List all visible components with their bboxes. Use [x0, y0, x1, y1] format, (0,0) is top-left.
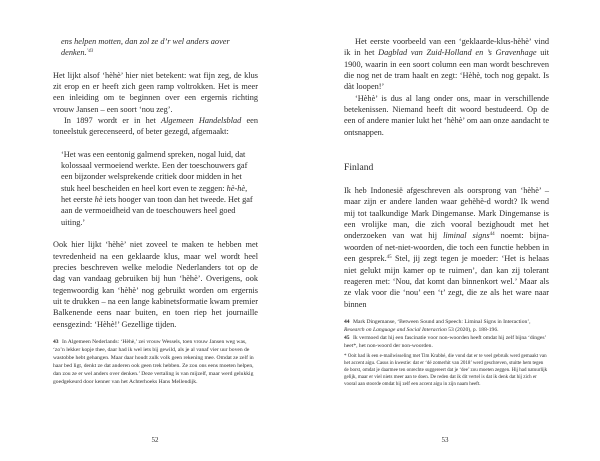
footnote-number: 43 — [53, 338, 59, 345]
paragraph — [344, 36, 549, 93]
text: Ik heb Indonesië afgeschreven als oorsprong van ‘hèhè’ – maar zijn er andere landen waar gehèhè-d wordt? Ik wend mij tot taalkundige Mark Dingemanse. Mark Dingemanse is een vrolijke man, die zich vooral bezighoudt met het onderzoeken van wat hij — [344, 186, 549, 241]
paragraph: Ook hier lijkt ‘hèhè’ niet zoveel te maken te hebben met tevredenheid na een geklaarde klus, maar wel wordt heel precies beschreven welke melodie Nederlanders tot op de dag van vandaag gebruiken bij hun ‘hèhè’. Overigens, ook tegenwoordig kan ‘hèhè’ nog gebruikt worden om ergernis uit te drukken – na een lange kabinetsformatie kwam premier Balkenende eens naar buiten, en toen riep het journaille eensgezind: ‘Hèhè!’ Gezellige tijden. — [53, 240, 258, 329]
footnote-text: In Algemeen Nederlands: ‘Hèhè,’ zei vrouw Wessels, toen vrouw Jansen weg was, ‘zo’n lekker kopje thee, daar had ik wel iets bij gewild, als je al vanaf vier uur boven de wastobbe hebt gehangen. Maar daar houdt zulk volk geen rekening mee. Omdat ze zelf in haar bed ligt, denkt ze dat anderen ook geen trek hebben. Ze zou ons eens moeten helpen, dan zou ze er wel anders over denken.’ Deze vertaling is van mijzelf, maar werd gelukkig goedgekeurd door kenner van het Achterhoeks Hans Mellendijk. — [53, 338, 254, 385]
text: , het eerste — [61, 183, 248, 205]
footnote-ref-43[interactable]: ’43 — [86, 49, 94, 55]
paragraph — [53, 115, 258, 138]
footnote-45 — [344, 334, 549, 350]
italic-text: hè — [94, 195, 103, 205]
paragraph: Het lijkt alsof ‘hèhè’ hier niet betekent: wat fijn zeg, de klus zit erop en er heeft zich geen ramp voltrokken. Het is meer een inleiding om te beginnen over een ergernis richting vrouw Jansen – een soort ‘nou zeg’. — [53, 70, 258, 114]
text: Het eerste voorbeeld van een ‘geklaarde-klus-hèhè’ vind ik in het — [344, 37, 549, 58]
page-number: 52 — [151, 436, 159, 444]
right-page — [300, 0, 600, 461]
footnotes — [53, 338, 258, 386]
footnote-ref-44[interactable]: 44 — [489, 232, 495, 238]
italic-text: hè-hè — [226, 183, 246, 193]
text: iets hooger van toon dan het tweede. Het gaf aan de vermoeidheid van de toeschouwers heel goed uiting.’ — [61, 195, 253, 227]
quote-continuation-text: ens helpen motten, dan zol ze d’r wel anders aover denken. — [61, 37, 230, 58]
text: een toneelstuk gerecenseerd, of beter gezegd, afgemaakt: — [53, 116, 258, 137]
text: noemt: bijna-woorden of net-niet-woorden, die toch een functie hebben in een gesprek. — [344, 231, 549, 264]
newspaper-title: Dagblad van Zuid-Holland en ’s Gravenhage — [378, 48, 537, 58]
quote-continuation — [53, 36, 258, 59]
text: Stel, jij zegt tegen je moeder: ‘Het is helaas niet gelukt mijn kamer op te ruimen’, dan kan zij tolerant reageren met: ‘Nou, dat komt dan binnenkort wel.’ Maar als ze vlak voor die ‘nou’ een ‘t’ zegt, die ze als het ware naar binnen — [344, 254, 550, 309]
italic-term: liminal signs — [443, 231, 490, 241]
right-body-text — [344, 36, 549, 310]
footnote-44 — [344, 318, 549, 334]
paragraph: ‘Hèhè’ is dus al lang onder ons, maar in verschillende betekenissen. Niemand heeft dit woord bestudeerd. Op de een of andere manier lukt het ‘hèhè’ om aan onze aandacht te ontsnappen. — [344, 93, 549, 137]
footnote-number: 45 — [344, 334, 350, 341]
footnote-text: Ik vermoed dat hij een fascinatie voor non-woorden heeft omdat hij zelf bijna ‘dinges’ heet*, het non-woord der non-woorden. — [344, 334, 546, 349]
page-number: 53 — [441, 436, 449, 444]
journal-title: Research on Language and Social Interaction — [344, 326, 447, 333]
footnote-43 — [53, 338, 258, 386]
footnote-ref-45[interactable]: 45 — [386, 255, 392, 261]
asterisk-note: * Ooit had ik een e-mailwisseling met Tim Krabbé, die vond dat er te veel gebruik werd gemaakt van het accent aigu. Casus in kwestie: dat er ‘dé zomerhit van 2018’ werd geschreven, stuitte hem tegen de borst, omdat je daarmee ten onrechte suggereert dat je ‘dee’ zou moeten zeggen. Hij had natuurlijk gelijk, maar er viel niets meer aan te doen. De reden dat ik dit vertel is dat ik denk dat hij zich er vooral aan stoorde omdat hij zelf een accent aigu in zijn naam heeft. — [344, 353, 548, 387]
footnote-text: Mark Dingemanse, ‘Between Sound and Speech: Liminal Signs in Interaction’, — [353, 318, 531, 325]
section-heading: Finland — [344, 162, 374, 174]
left-body-text — [53, 36, 258, 330]
text: In 1897 wordt er in het — [64, 116, 161, 126]
text: ‘Het was een eentonig galmend spreken, nogal luid, dat kolossaal vermoeiend werkte. Een der toeschouwers gaf een bijzonder welsprekende critiek door midden in het stuk heel bescheiden en heel kort even te zeggen: — [61, 149, 248, 193]
text: uit 1900, waarin in een soort column een man wordt beschreven die nog net de tram haalt en zegt: ‘Hèhè, toch nog gepakt. Is dàt loopen!’ — [344, 48, 549, 92]
paragraph — [344, 185, 549, 310]
footnotes — [344, 318, 549, 388]
footnote-text: 53 (2020), p. 188-196. — [446, 326, 499, 333]
footnote-number: 44 — [344, 318, 350, 325]
block-quote — [53, 149, 258, 228]
newspaper-title: Algemeen Handelsblad — [161, 116, 242, 126]
